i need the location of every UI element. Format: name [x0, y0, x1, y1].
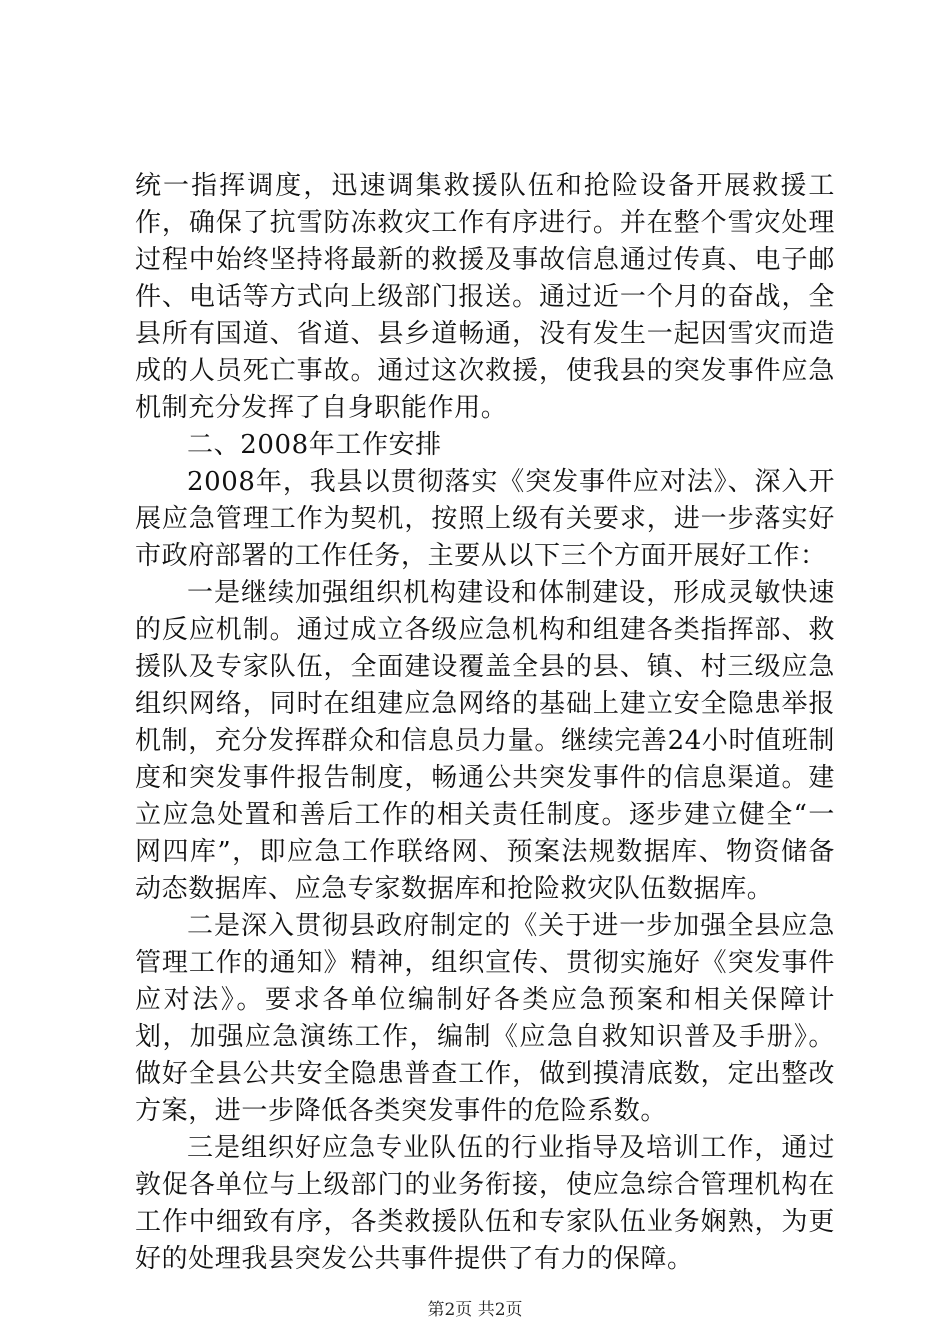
page-number-footer: 第2页 共2页: [427, 1300, 523, 1320]
paragraph-continued: 统一指挥调度，迅速调集救援队伍和抢险设备开展救援工作，确保了抗雪防冻救灾工作有序进行。并在整个雪灾处理过程中始终坚持将最新的救援及事故信息通过传真、电子邮件、电话等方式向上级部门报送。通过近一个月的奋战，全县所有国道、省道、县乡道畅通，没有发生一起因雪灾而造成的人员死亡事故。通过这次救援，使我县的突发事件应急机制充分发挥了自身职能作用。: [135, 171, 835, 423]
paragraph-intro: 2008年，我县以贯彻落实《突发事件应对法》、深入开展应急管理工作为契机，按照上级有关要求，进一步落实好市政府部署的工作任务，主要从以下三个方面开展好工作：: [135, 467, 835, 571]
paragraph-item-three: 三是组织好应急专业队伍的行业指导及培训工作，通过敦促各单位与上级部门的业务衔接，使应急综合管理机构在工作中细致有序，各类救援队伍和专家队伍业务娴熟，为更好的处理我县突发公共事件提供了有力的保障。: [135, 1133, 835, 1274]
paragraph-item-one: 一是继续加强组织机构建设和体制建设，形成灵敏快速的反应机制。通过成立各级应急机构和组建各类指挥部、救援队及专家队伍，全面建设覆盖全县的县、镇、村三级应急组织网络，同时在组建应急网络的基础上建立安全隐患举报机制，充分发挥群众和信息员力量。继续完善24小时值班制度和突发事件报告制度，畅通公共突发事件的信息渠道。建立应急处置和善后工作的相关责任制度。逐步建立健全“一网四库”，即应急工作联络网、预案法规数据库、物资储备动态数据库、应急专家数据库和抢险救灾队伍数据库。: [135, 578, 835, 904]
section-heading: 二、2008年工作安排: [187, 430, 442, 460]
document-body: [135, 168, 835, 1278]
paragraph-item-two: 二是深入贯彻县政府制定的《关于进一步加强全县应急管理工作的通知》精神，组织宣传、贯彻实施好《突发事件应对法》。要求各单位编制好各类应急预案和相关保障计划，加强应急演练工作，编制《应急自救知识普及手册》。做好全县公共安全隐患普查工作，做到摸清底数，定出整改方案，进一步降低各类突发事件的危险系数。: [135, 911, 835, 1126]
